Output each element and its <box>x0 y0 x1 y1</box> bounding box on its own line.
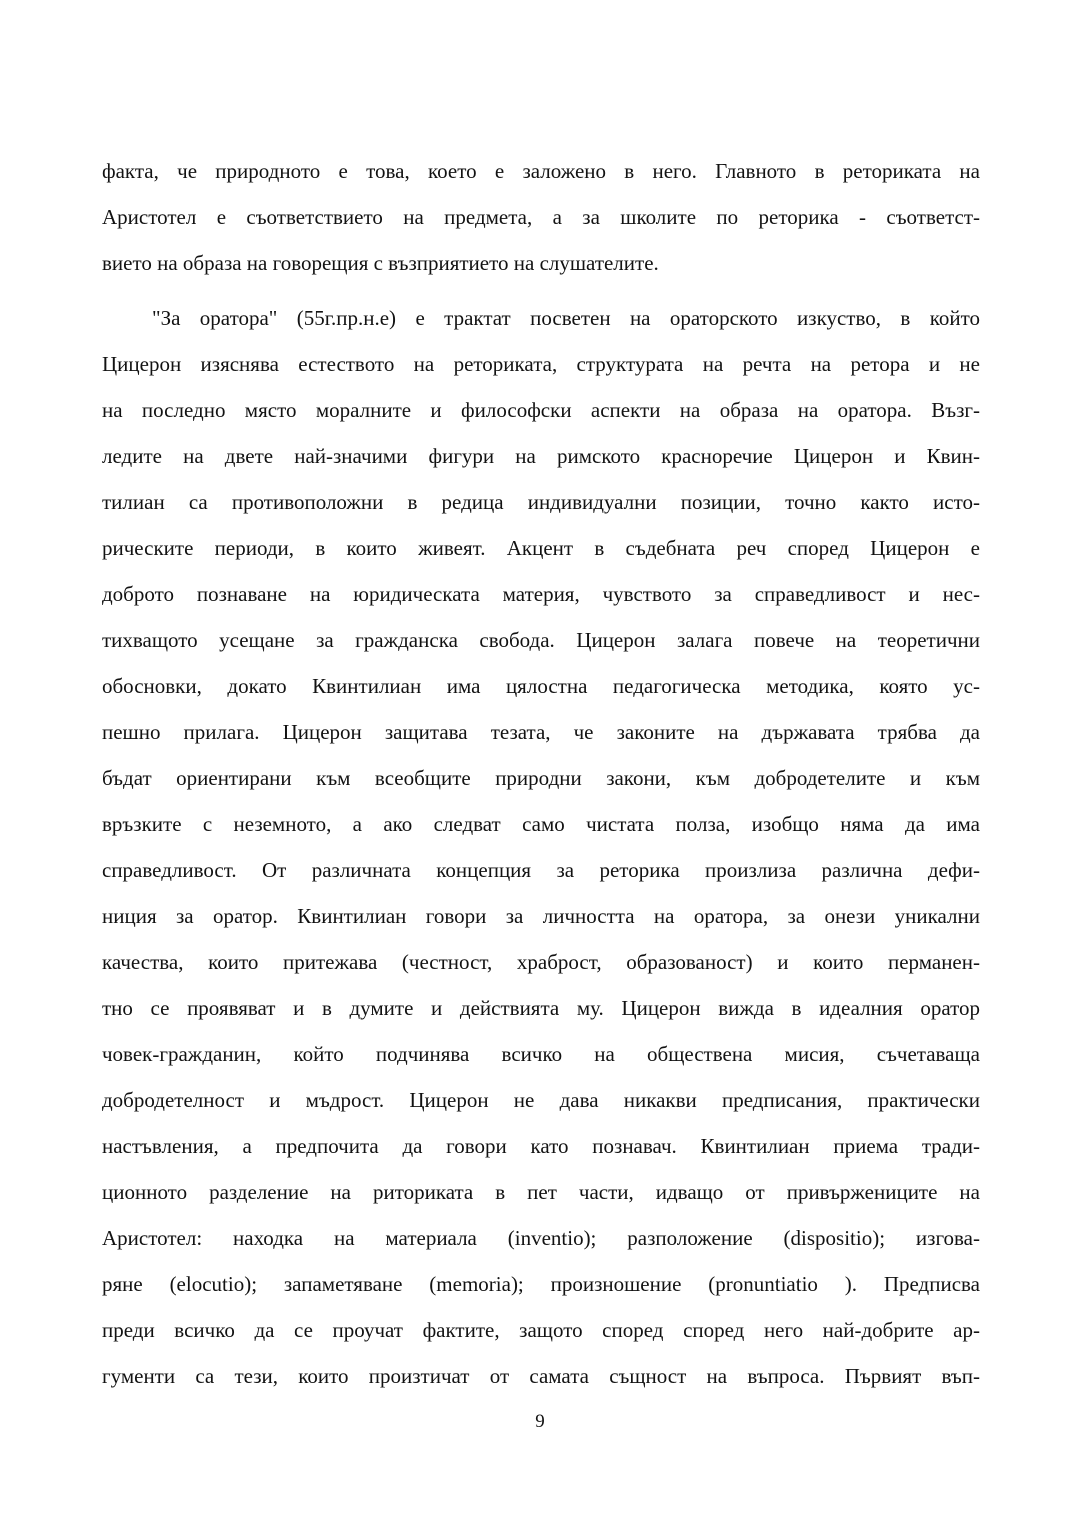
text-line: Цицерон изяснява естеството на реториката, структурата на речта на ретора и не <box>102 352 980 376</box>
text-line: тихващото усещане за гражданска свобода. Цицерон залага повече на теоретични <box>102 628 980 652</box>
page-number: 9 <box>535 1411 545 1432</box>
text-line: тилиан са противоположни в редица индивидуални позиции, точно както исто- <box>102 490 980 514</box>
text-line: тно се проявяват и в думите и действията му. Цицерон вижда в идеалния оратор <box>102 996 980 1020</box>
text-body <box>102 148 980 1399</box>
text-line: "За оратора" (55г.пр.н.е) е трактат посветен на ораторското изкуство, в който <box>152 306 980 330</box>
text-line: рическите периоди, в които живеят. Акцент в съдебната реч според Цицерон е <box>102 536 980 560</box>
text-line: доброто познаване на юридическата материя, чувството за справедливост и нес- <box>102 582 980 606</box>
text-line: ниция за оратор. Квинтилиан говори за личността на оратора, за онези уникални <box>102 904 980 928</box>
paragraph-2 <box>102 295 980 1399</box>
text-line: настъвления, а предпочита да говори като познавач. Квинтилиан приема тради- <box>102 1134 980 1158</box>
text-line: ционното разделение на риториката в пет части, идващо от привържениците на <box>102 1180 980 1204</box>
text-line: вието на образа на говорещия с възприятието на слушателите. <box>102 251 659 275</box>
text-line: Аристотел е съответствието на предмета, а за школите по реторика - съответст- <box>102 205 980 229</box>
text-line: факта, че природното е това, което е заложено в него. Главното в реториката на <box>102 159 980 183</box>
text-line: ряне (elocutio); запаметяване (memoria); произношение (pronuntiatio ). Предписва <box>102 1272 980 1296</box>
text-line: на последно място моралните и философски аспекти на образа на оратора. Възг- <box>102 398 980 422</box>
text-line: справедливост. От различната концепция за реторика произлиза различна дефи- <box>102 858 980 882</box>
text-line: човек-гражданин, който подчинява всичко на обществена мисия, съчетаваща <box>102 1042 980 1066</box>
text-line: ледите на двете най-значими фигури на римското красноречие Цицерон и Квин- <box>102 444 980 468</box>
text-line: преди всичко да се проучат фактите, защото според според него най-добрите ар- <box>102 1318 980 1342</box>
text-line: обосновки, докато Квинтилиан има цялостна педагогическа методика, която ус- <box>102 674 980 698</box>
text-line: бъдат ориентирани към всеобщите природни закони, към добродетелите и към <box>102 766 980 790</box>
text-line: качества, които притежава (честност, храброст, образованост) и които перманен- <box>102 950 980 974</box>
text-line: гументи са тези, които произтичат от самата същност на въпроса. Първият въп- <box>102 1364 980 1388</box>
text-line: Аристотел: находка на материала (inventio); разположение (dispositio); изгова- <box>102 1226 980 1250</box>
text-line: връзките с неземното, а ако следват само чистата полза, изобщо няма да има <box>102 812 980 836</box>
paragraph-1 <box>102 148 980 286</box>
text-line: добродетелност и мъдрост. Цицерон не дава никакви предписания, практически <box>102 1088 980 1112</box>
text-line: пешно прилага. Цицерон защитава тезата, че законите на държавата трябва да <box>102 720 980 744</box>
